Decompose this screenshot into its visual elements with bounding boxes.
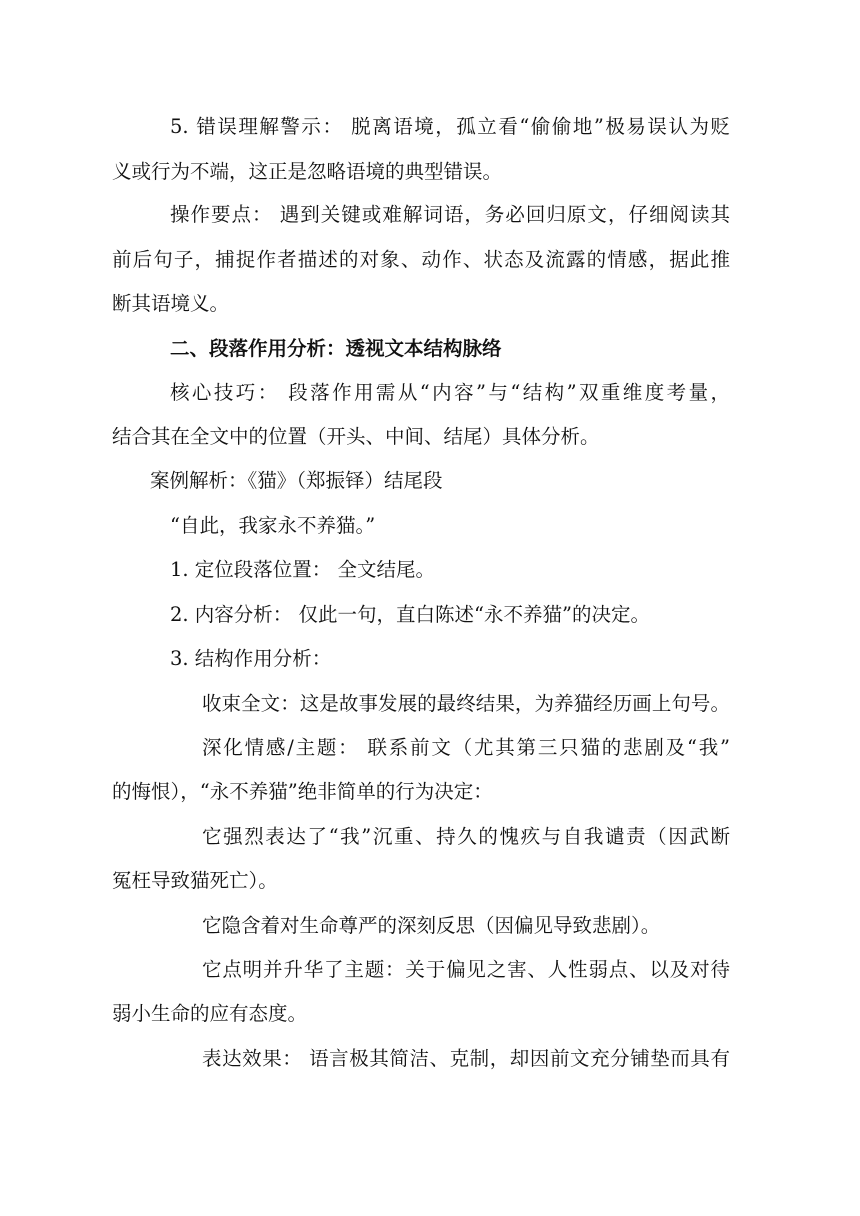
case-title: 案例解析：《猫》（郑振铎）结尾段 [150, 469, 443, 492]
quoted-sentence: “自此，我家永不养猫。” [170, 514, 376, 537]
point-2-line: 它隐含着对生命尊严的深刻反思（因偏见导致悲剧）。 [202, 914, 661, 937]
expression-effect-line: 表达效果： 语言极其简洁、克制，却因前文充分铺垫而具有 [202, 1047, 730, 1070]
point-3-line-cont: 弱小生命的应有态度。 [112, 1002, 308, 1025]
point-3-line: 它点明并升华了主题：关于偏见之害、人性弱点、以及对待 [202, 958, 730, 981]
step-1: 1. 定位段落位置： 全文结尾。 [170, 558, 436, 581]
error-warning-line-cont: 义或行为不端，这正是忽略语境的典型错误。 [112, 160, 503, 183]
deepen-line: 深化情感/主题： 联系前文（尤其第三只猫的悲剧及“我” [202, 736, 730, 759]
point-1-line: 它强烈表达了“我”沉重、持久的愧疚与自我谴责（因武断 [202, 825, 730, 848]
conclude-line: 收束全文：这是故事发展的最终结果，为养猫经历画上句号。 [202, 692, 730, 715]
section-heading: 二、段落作用分析：透视文本结构脉络 [170, 337, 502, 360]
deepen-line-cont: 的悔恨），“永不养猫”绝非简单的行为决定： [112, 780, 493, 803]
operation-tips-line-2: 前后句子，捕捉作者描述的对象、动作、状态及流露的情感，据此推 [112, 248, 730, 271]
point-1-line-cont: 冤枉导致猫死亡）。 [112, 869, 278, 892]
core-skill-line-2: 结合其在全文中的位置（开头、中间、结尾）具体分析。 [112, 425, 600, 448]
step-2: 2. 内容分析： 仅此一句，直白陈述“永不养猫”的决定。 [170, 603, 650, 626]
error-warning-line: 5. 错误理解警示： 脱离语境，孤立看“偷偷地”极易误认为贬 [170, 115, 730, 138]
core-skill-line: 核心技巧： 段落作用需从“内容”与“结构”双重维度考量， [170, 381, 730, 404]
operation-tips-line-3: 断其语境义。 [112, 292, 230, 315]
step-3: 3. 结构作用分析： [170, 647, 332, 670]
operation-tips-line: 操作要点： 遇到关键或难解词语，务必回归原文，仔细阅读其 [170, 203, 730, 226]
